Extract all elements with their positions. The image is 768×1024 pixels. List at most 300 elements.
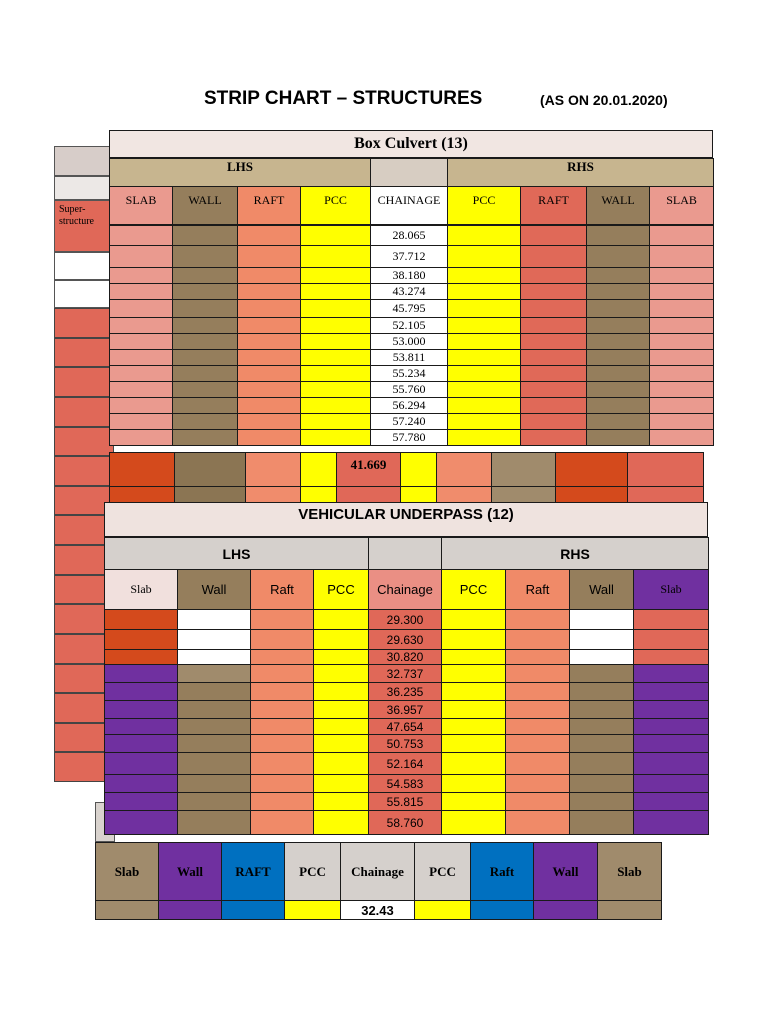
box-culvert-body	[109, 225, 714, 446]
vup-cell	[570, 775, 634, 793]
vup-cell	[442, 719, 506, 735]
box-culvert-summary	[109, 452, 704, 503]
vup-cell	[506, 701, 570, 719]
vup-row	[105, 735, 709, 753]
bc-cell	[521, 430, 587, 446]
bc-cell	[173, 334, 238, 350]
vup-cell	[251, 665, 314, 683]
vup-cell	[570, 811, 634, 835]
bc-cell	[448, 318, 521, 334]
bc-cell	[521, 226, 587, 246]
vup-cell	[442, 650, 506, 665]
bottom-col-pcc: PCC	[415, 843, 471, 901]
bc-cell	[238, 414, 301, 430]
vup-cell	[442, 610, 506, 630]
vup-cell	[634, 610, 709, 630]
bc-summary-wall	[175, 453, 246, 487]
vup-cell	[570, 630, 634, 650]
vup-cell	[314, 630, 369, 650]
vup-cell	[570, 701, 634, 719]
bc-cell	[110, 350, 173, 366]
vup-col-slab: Slab	[634, 570, 709, 610]
bc-cell	[301, 366, 371, 382]
vup-row	[105, 701, 709, 719]
vup-chainage: 52.164	[369, 753, 442, 775]
bc-cell	[301, 334, 371, 350]
vup-cell	[178, 701, 251, 719]
bc-row	[110, 430, 714, 446]
bc-cell	[587, 350, 650, 366]
bc-cell	[521, 268, 587, 284]
vup-title: VEHICULAR UNDERPASS (12)	[104, 502, 708, 537]
vup-chainage: 36.957	[369, 701, 442, 719]
vup-col-slab: Slab	[105, 570, 178, 610]
vup-cell	[178, 811, 251, 835]
vup-cell	[442, 735, 506, 753]
bc-cell	[650, 414, 714, 430]
vup-cell	[442, 811, 506, 835]
bc-chainage: 53.000	[371, 334, 448, 350]
bc-cell	[587, 414, 650, 430]
bc-summary-chainage: 41.669	[337, 453, 401, 487]
bc-cell	[650, 300, 714, 318]
bc-cell	[521, 334, 587, 350]
vup-cell	[314, 753, 369, 775]
bc-summary-cell	[301, 487, 337, 503]
bc-cell	[110, 398, 173, 414]
bc-cell	[448, 366, 521, 382]
bc-cell	[173, 300, 238, 318]
bc-cell	[521, 300, 587, 318]
bc-cell	[173, 284, 238, 300]
vup-cell	[178, 775, 251, 793]
vup-chainage: 36.235	[369, 683, 442, 701]
vup-col-wall: Wall	[178, 570, 251, 610]
bc-cell	[650, 284, 714, 300]
vup-chainage: 54.583	[369, 775, 442, 793]
vup-lhs-header: LHS	[105, 538, 369, 570]
vup-cell	[442, 701, 506, 719]
bc-lhs-header: LHS	[110, 159, 371, 187]
bc-cell	[521, 414, 587, 430]
vup-cell	[178, 630, 251, 650]
vup-cell	[105, 650, 178, 665]
bc-cell	[650, 268, 714, 284]
bc-chainage: 28.065	[371, 226, 448, 246]
superstructure-label: Super-structure	[54, 200, 114, 252]
bc-cell	[448, 246, 521, 268]
back-panel-header	[54, 146, 114, 176]
vup-cell	[251, 650, 314, 665]
bottom-col-pcc: PCC	[285, 843, 341, 901]
vup-row	[105, 610, 709, 630]
bc-cell	[587, 300, 650, 318]
vup-cell	[314, 665, 369, 683]
bc-summary-cell	[110, 487, 175, 503]
vup-cell	[570, 793, 634, 811]
bc-col-raft: RAFT	[238, 187, 301, 225]
bc-row	[110, 398, 714, 414]
bc-cell	[301, 318, 371, 334]
bc-row	[110, 350, 714, 366]
vup-cell	[634, 630, 709, 650]
vup-row	[105, 719, 709, 735]
vup-cell	[570, 683, 634, 701]
bottom-col-chainage: Chainage	[341, 843, 415, 901]
bc-cell	[448, 226, 521, 246]
bc-summary-cell	[492, 487, 556, 503]
back-panel-row	[54, 367, 114, 397]
vup-cell	[251, 775, 314, 793]
bc-cell	[238, 246, 301, 268]
bc-chainage: 37.712	[371, 246, 448, 268]
vup-cell	[442, 630, 506, 650]
vup-cell	[105, 753, 178, 775]
bc-col-slab: SLAB	[650, 187, 714, 225]
bc-cell	[448, 430, 521, 446]
bc-chainage: 52.105	[371, 318, 448, 334]
bc-chainage: 55.234	[371, 366, 448, 382]
bc-row	[110, 268, 714, 284]
bc-cell	[110, 334, 173, 350]
bc-col-chainage: CHAINAGE	[371, 187, 448, 225]
bc-chainage: 55.760	[371, 382, 448, 398]
bc-cell	[521, 398, 587, 414]
vup-cell	[506, 753, 570, 775]
vup-col-chainage: Chainage	[369, 570, 442, 610]
bc-cell	[448, 300, 521, 318]
vup-row	[105, 630, 709, 650]
bc-row	[110, 300, 714, 318]
bc-cell	[110, 246, 173, 268]
bc-row	[110, 382, 714, 398]
bc-cell	[587, 430, 650, 446]
vup-cell	[634, 701, 709, 719]
bottom-cell	[598, 901, 662, 920]
bc-cell	[173, 414, 238, 430]
vup-cell	[251, 753, 314, 775]
vup-chainage: 50.753	[369, 735, 442, 753]
bc-col-slab: SLAB	[110, 187, 173, 225]
bc-row	[110, 226, 714, 246]
vup-cell	[178, 610, 251, 630]
vup-cell	[105, 793, 178, 811]
vup-cell	[442, 683, 506, 701]
bc-cell	[238, 300, 301, 318]
bc-col-pcc: PCC	[448, 187, 521, 225]
vup-cell	[105, 630, 178, 650]
bottom-chainage: 32.43	[341, 901, 415, 920]
vup-cell	[634, 753, 709, 775]
vup-cell	[314, 610, 369, 630]
bc-cell	[173, 430, 238, 446]
bc-cell	[301, 398, 371, 414]
bc-cell	[448, 398, 521, 414]
vup-cell	[634, 735, 709, 753]
vup-center-header	[369, 538, 442, 570]
vup-chainage: 29.630	[369, 630, 442, 650]
vup-col-pcc: PCC	[442, 570, 506, 610]
back-panel-row	[54, 397, 114, 427]
vup-cell	[634, 650, 709, 665]
bc-cell	[301, 300, 371, 318]
bc-cell	[238, 366, 301, 382]
bc-chainage: 57.240	[371, 414, 448, 430]
bc-cell	[173, 350, 238, 366]
vup-col-pcc: PCC	[314, 570, 369, 610]
bc-chainage: 57.780	[371, 430, 448, 446]
bc-cell	[448, 284, 521, 300]
vup-cell	[105, 683, 178, 701]
page-title: STRIP CHART – STRUCTURES	[204, 88, 483, 109]
vup-cell	[506, 650, 570, 665]
vup-chainage: 55.815	[369, 793, 442, 811]
bottom-col-raft: RAFT	[222, 843, 285, 901]
bc-cell	[301, 350, 371, 366]
vup-cell	[442, 793, 506, 811]
vup-cell	[105, 719, 178, 735]
bc-cell	[173, 366, 238, 382]
vup-rhs-header: RHS	[442, 538, 709, 570]
vup-col-raft: Raft	[506, 570, 570, 610]
vup-chainage: 29.300	[369, 610, 442, 630]
vup-table	[104, 537, 709, 835]
bc-cell	[448, 382, 521, 398]
vup-cell	[442, 753, 506, 775]
bc-chainage: 38.180	[371, 268, 448, 284]
vup-cell	[506, 683, 570, 701]
vup-cell	[634, 683, 709, 701]
vup-cell	[314, 811, 369, 835]
bottom-cell	[285, 901, 341, 920]
bc-cell	[521, 366, 587, 382]
bc-cell	[650, 318, 714, 334]
bc-cell	[173, 268, 238, 284]
bottom-col-slab: Slab	[598, 843, 662, 901]
bc-cell	[301, 382, 371, 398]
bc-row	[110, 284, 714, 300]
bc-summary-cell	[175, 487, 246, 503]
bc-cell	[448, 334, 521, 350]
vup-cell	[314, 701, 369, 719]
back-panel-row	[54, 456, 114, 486]
vup-row	[105, 775, 709, 793]
bc-col-wall: WALL	[587, 187, 650, 225]
vup-cell	[178, 735, 251, 753]
bottom-col-slab: Slab	[96, 843, 159, 901]
back-panel-row	[54, 427, 114, 457]
vup-row	[105, 811, 709, 835]
bc-cell	[521, 246, 587, 268]
vup-cell	[251, 701, 314, 719]
vup-cell	[178, 753, 251, 775]
vup-chainage: 32.737	[369, 665, 442, 683]
bc-cell	[587, 366, 650, 382]
bc-summary-pcc	[301, 453, 337, 487]
vup-cell	[314, 650, 369, 665]
bc-cell	[587, 318, 650, 334]
bottom-col-wall: Wall	[534, 843, 598, 901]
vup-col-wall: Wall	[570, 570, 634, 610]
vup-cell	[570, 735, 634, 753]
vup-cell	[314, 793, 369, 811]
vup-cell	[506, 775, 570, 793]
bc-summary-cell	[628, 487, 704, 503]
vup-cell	[506, 735, 570, 753]
vup-cell	[178, 665, 251, 683]
box-culvert-title: Box Culvert (13)	[109, 130, 713, 158]
bc-col-raft: RAFT	[521, 187, 587, 225]
vup-cell	[105, 775, 178, 793]
as-on-date: (AS ON 20.01.2020)	[540, 92, 668, 108]
bc-row	[110, 318, 714, 334]
vup-cell	[251, 630, 314, 650]
bc-cell	[650, 350, 714, 366]
bc-summary-pcc-r	[401, 453, 437, 487]
vup-cell	[506, 719, 570, 735]
bc-row	[110, 334, 714, 350]
bc-cell	[110, 268, 173, 284]
bc-col-wall: WALL	[173, 187, 238, 225]
bc-cell	[301, 414, 371, 430]
back-panel-cell	[54, 252, 114, 280]
bc-cell	[173, 246, 238, 268]
vup-cell	[251, 735, 314, 753]
bc-cell	[650, 382, 714, 398]
bc-cell	[301, 268, 371, 284]
vup-cell	[506, 630, 570, 650]
bottom-cell	[159, 901, 222, 920]
bc-cell	[587, 246, 650, 268]
vup-chainage: 58.760	[369, 811, 442, 835]
bc-cell	[110, 226, 173, 246]
bc-cell	[587, 268, 650, 284]
bc-chainage: 45.795	[371, 300, 448, 318]
bottom-col-raft: Raft	[471, 843, 534, 901]
vup-cell	[634, 665, 709, 683]
bc-chainage: 56.294	[371, 398, 448, 414]
vup-chainage: 30.820	[369, 650, 442, 665]
vup-cell	[251, 683, 314, 701]
bc-summary-wall-r	[492, 453, 556, 487]
bc-col-pcc: PCC	[301, 187, 371, 225]
vup-cell	[105, 610, 178, 630]
bc-cell	[238, 334, 301, 350]
bc-cell	[301, 226, 371, 246]
vup-cell	[314, 735, 369, 753]
bc-rhs-header: RHS	[448, 159, 714, 187]
back-panel-row	[54, 308, 114, 338]
vup-cell	[251, 811, 314, 835]
bc-summary-raft	[246, 453, 301, 487]
vup-cell	[442, 665, 506, 683]
bc-cell	[587, 398, 650, 414]
vup-cell	[178, 683, 251, 701]
bc-cell	[301, 430, 371, 446]
box-culvert-table	[109, 158, 714, 225]
bc-cell	[587, 284, 650, 300]
vup-cell	[506, 665, 570, 683]
bc-summary-cell	[401, 487, 437, 503]
bc-cell	[238, 382, 301, 398]
vup-row	[105, 793, 709, 811]
vup-cell	[105, 701, 178, 719]
bc-cell	[587, 334, 650, 350]
bc-row	[110, 246, 714, 268]
bc-cell	[521, 350, 587, 366]
bc-cell	[650, 430, 714, 446]
bc-chainage: 43.274	[371, 284, 448, 300]
bc-cell	[650, 246, 714, 268]
vup-cell	[570, 650, 634, 665]
bc-cell	[173, 398, 238, 414]
vup-row	[105, 753, 709, 775]
bc-cell	[650, 226, 714, 246]
vup-cell	[105, 735, 178, 753]
bc-cell	[110, 318, 173, 334]
vup-cell	[634, 793, 709, 811]
bc-row	[110, 366, 714, 382]
bc-summary-cell	[337, 487, 401, 503]
vup-cell	[634, 775, 709, 793]
bc-cell	[238, 350, 301, 366]
bc-cell	[448, 350, 521, 366]
vup-cell	[314, 719, 369, 735]
vup-cell	[251, 793, 314, 811]
bc-cell	[650, 398, 714, 414]
vup-cell	[105, 811, 178, 835]
bc-center-header	[371, 159, 448, 187]
vup-cell	[251, 719, 314, 735]
vup-cell	[442, 775, 506, 793]
vup-cell	[105, 665, 178, 683]
vup-chainage: 47.654	[369, 719, 442, 735]
bottom-cell	[534, 901, 598, 920]
bc-cell	[173, 226, 238, 246]
bc-row	[110, 414, 714, 430]
bc-cell	[238, 318, 301, 334]
bc-summary-cell	[437, 487, 492, 503]
vup-cell	[506, 811, 570, 835]
vup-row	[105, 683, 709, 701]
vup-cell	[570, 610, 634, 630]
bc-cell	[650, 334, 714, 350]
bc-cell	[521, 318, 587, 334]
back-panel-row	[54, 338, 114, 368]
bottom-cell	[222, 901, 285, 920]
bc-cell	[448, 268, 521, 284]
bc-summary-cell	[246, 487, 301, 503]
bottom-col-wall: Wall	[159, 843, 222, 901]
bc-cell	[238, 226, 301, 246]
bc-cell	[110, 414, 173, 430]
vup-row	[105, 665, 709, 683]
bc-cell	[110, 284, 173, 300]
bc-summary-end	[628, 453, 704, 487]
vup-cell	[570, 719, 634, 735]
vup-cell	[314, 775, 369, 793]
vup-row	[105, 650, 709, 665]
bottom-cell	[471, 901, 534, 920]
vup-col-raft: Raft	[251, 570, 314, 610]
bc-summary-raft-r	[437, 453, 492, 487]
bc-summary-cell	[556, 487, 628, 503]
bottom-cell	[96, 901, 159, 920]
bc-cell	[301, 284, 371, 300]
bc-cell	[238, 268, 301, 284]
bc-cell	[521, 284, 587, 300]
bc-cell	[238, 430, 301, 446]
